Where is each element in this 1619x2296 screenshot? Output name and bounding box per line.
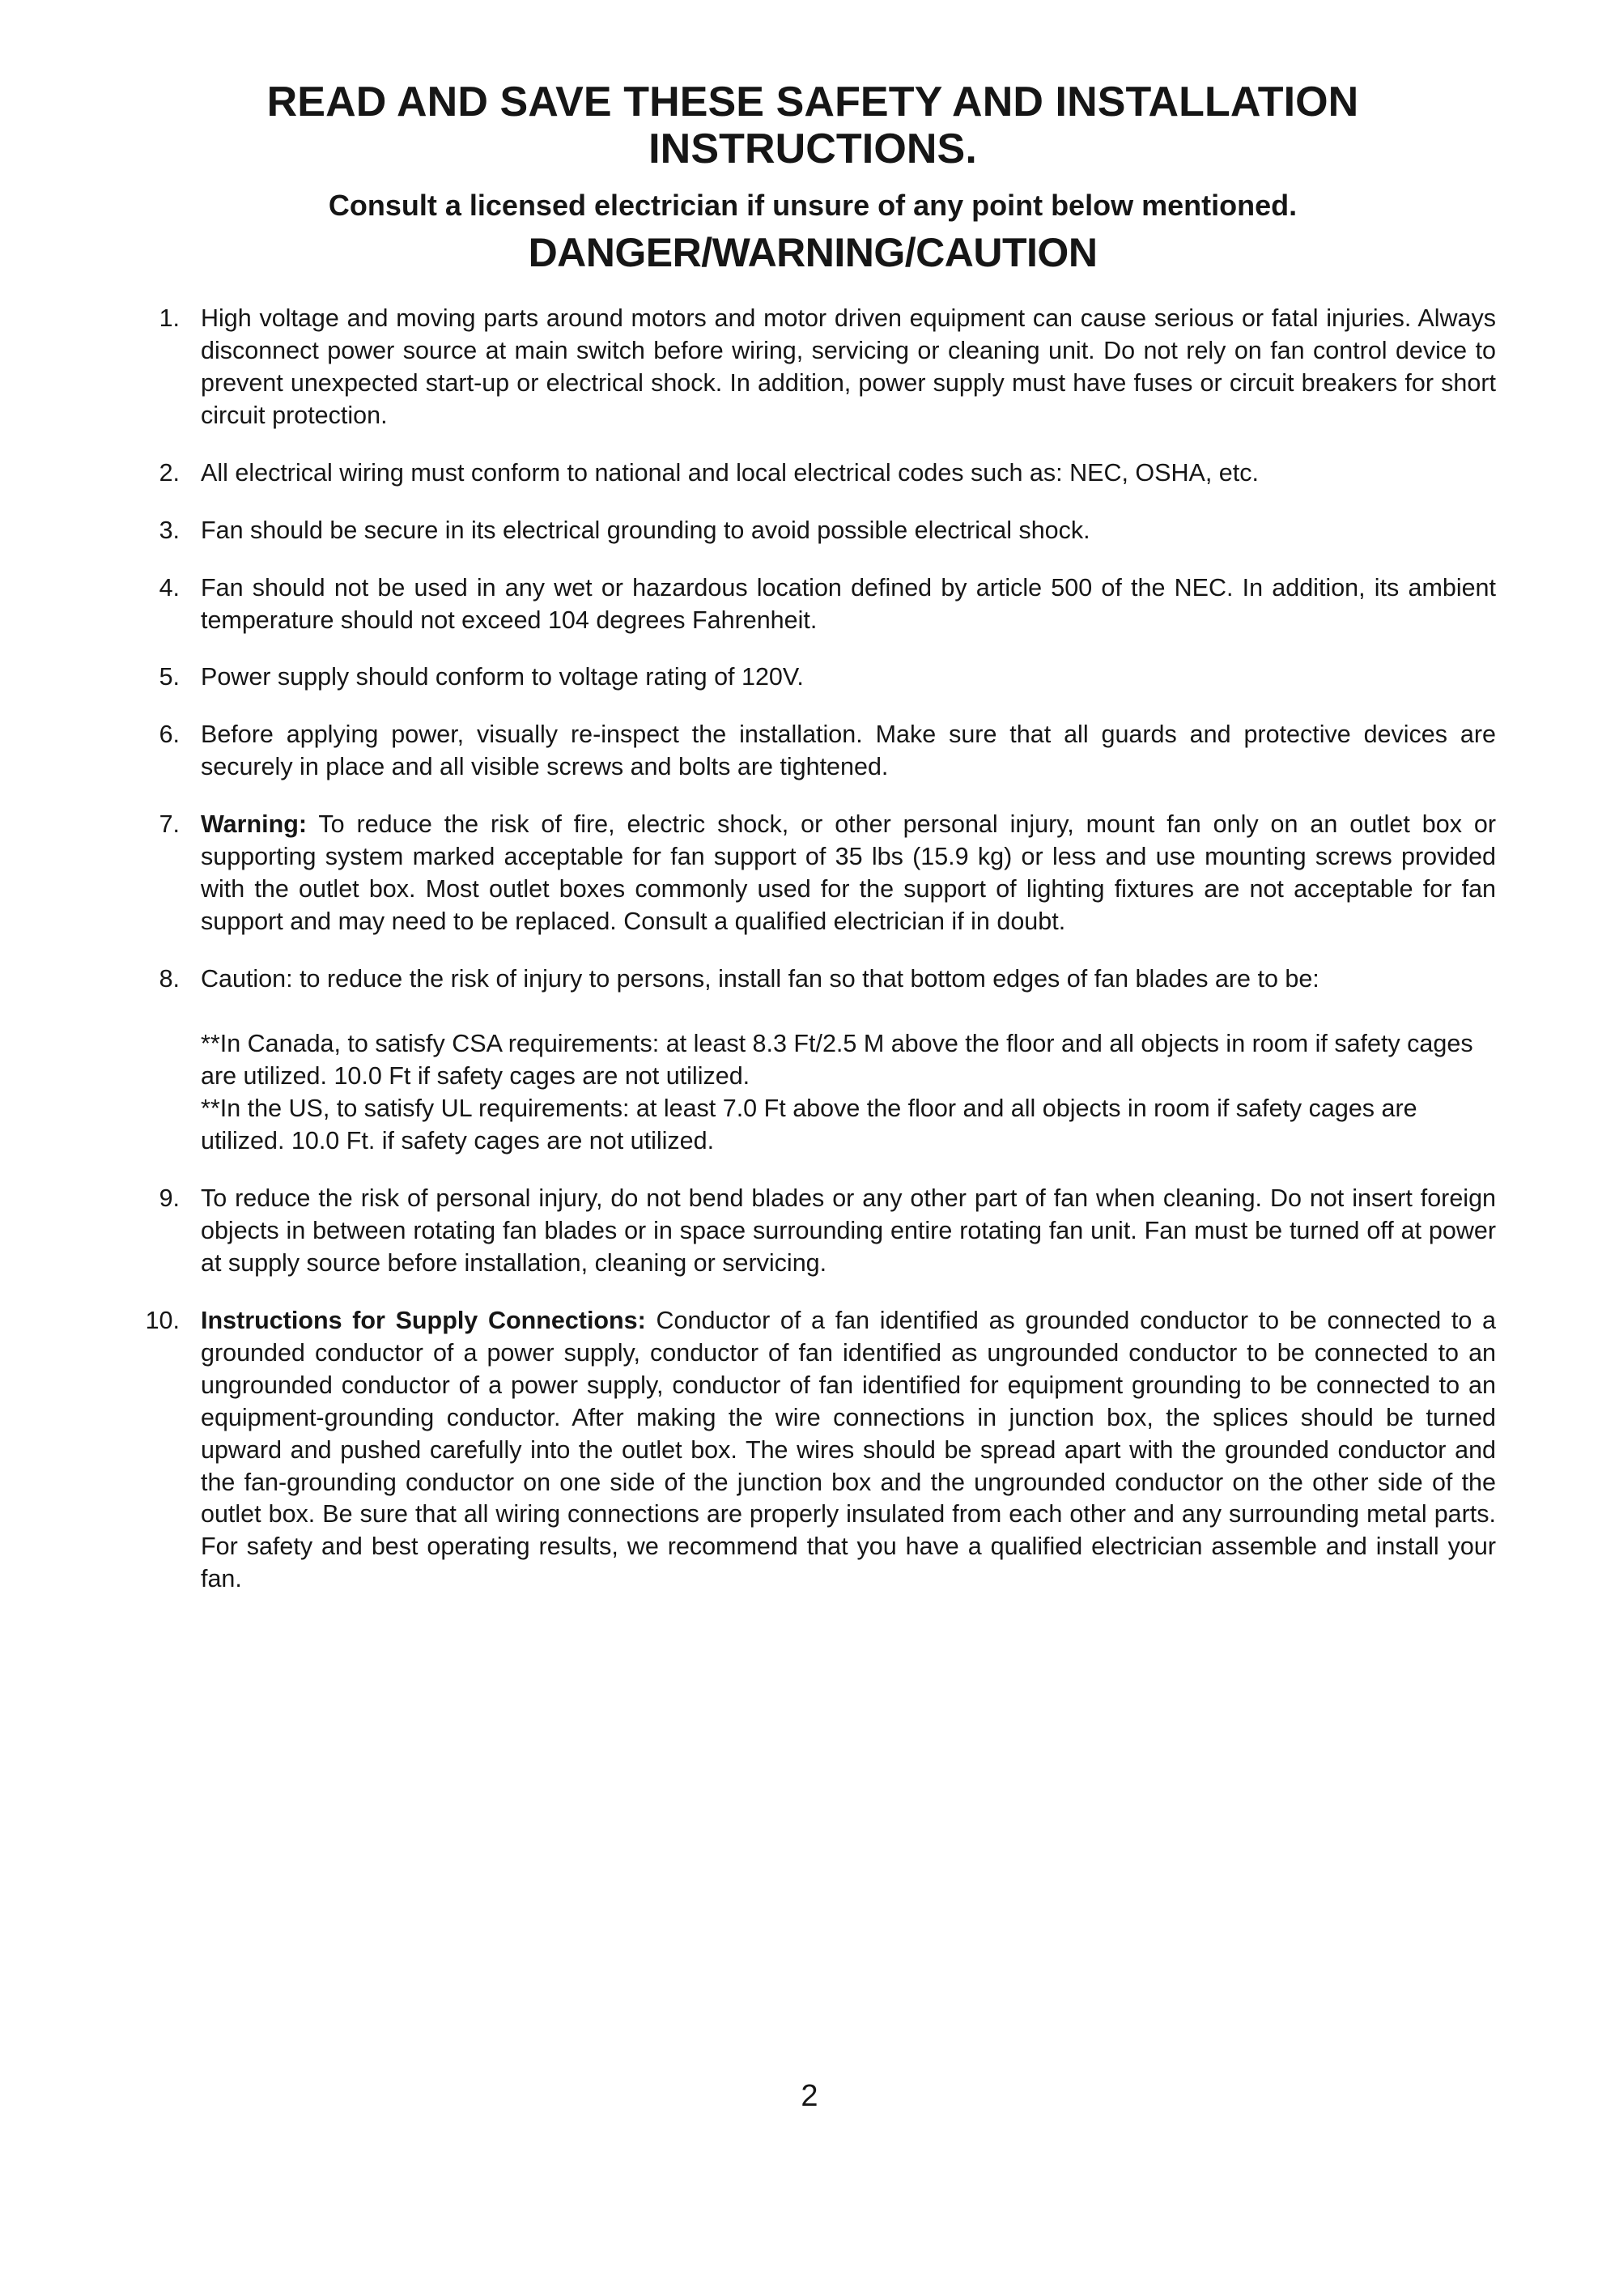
title-block <box>130 0 1496 275</box>
instruction-item <box>130 303 1496 432</box>
instruction-item <box>130 1305 1496 1597</box>
instruction-number: 10. <box>145 1306 180 1334</box>
instruction-body <box>201 719 1496 784</box>
page-number: 2 <box>801 2079 818 2113</box>
instruction-body <box>201 572 1496 637</box>
instruction-number: 6. <box>159 721 180 749</box>
instruction-item <box>130 572 1496 637</box>
instruction-number: 8. <box>159 965 180 993</box>
instruction-number: 3. <box>159 516 180 544</box>
page-title: READ AND SAVE THESE SAFETY AND INSTALLATION INSTRUCTIONS. <box>266 79 1359 172</box>
instruction-subnotes <box>201 1028 1496 1158</box>
instruction-lead: Instructions for Supply Connections: <box>201 1306 646 1334</box>
instruction-body <box>201 303 1496 432</box>
instruction-text: To reduce the risk of personal injury, do not bend blades or any other part of fan when cleaning. Do not insert foreign objects in between rotating fan blades or in space surrounding entire rotating fan unit. Fan must be turned off at power at supply source before installation, cleaning or servicing. <box>201 1184 1496 1277</box>
instruction-body <box>201 515 1496 547</box>
instruction-number: 5. <box>159 663 180 691</box>
instruction-number: 4. <box>159 573 180 602</box>
instruction-body <box>201 1305 1496 1597</box>
instruction-body <box>201 1183 1496 1280</box>
instruction-body <box>201 457 1496 490</box>
instruction-text: Before applying power, visually re-inspect the installation. Make sure that all guards and protective devices are securely in place and all visible screws and bolts are tightened. <box>201 721 1496 781</box>
instruction-number: 7. <box>159 810 180 839</box>
instruction-item <box>130 719 1496 784</box>
instruction-item <box>130 661 1496 694</box>
instruction-text: Caution: to reduce the risk of injury to persons, install fan so that bottom edges of fan blades are to be: <box>201 965 1319 993</box>
instruction-body <box>201 809 1496 938</box>
instruction-text: Fan should be secure in its electrical grounding to avoid possible electrical shock. <box>201 516 1090 544</box>
instruction-number: 1. <box>159 304 180 332</box>
instruction-number: 2. <box>159 458 180 487</box>
instruction-body <box>201 661 1496 694</box>
instruction-item <box>130 963 1496 1158</box>
instruction-text: Power supply should conform to voltage rating of 120V. <box>201 663 804 691</box>
instruction-item <box>130 515 1496 547</box>
instruction-item <box>130 809 1496 938</box>
instruction-text: To reduce the risk of fire, electric shock, or other personal injury, mount fan only on an outlet box or supporting system marked acceptable for fan support of 35 lbs (15.9 kg) or less and use mounting screws provided with the outlet box. Most outlet boxes commonly used for the support of lighting fixtures are not acceptable for fan support and may need to be replaced. Consult a qualified electrician if in doubt. <box>201 810 1496 936</box>
instruction-text: High voltage and moving parts around motors and motor driven equipment can cause serious or fatal injuries. Always disconnect power source at main switch before wiring, servicing or cleaning unit. Do not rely on fan control device to prevent unexpected start-up or electrical shock. In addition, power supply must have fuses or circuit breakers for short circuit protection. <box>201 304 1496 429</box>
instruction-subnote: **In the US, to satisfy UL requirements: at least 7.0 Ft above the floor and all objects in room if safety cages are utilized. 10.0 Ft. if safety cages are not utilized. <box>201 1094 1417 1154</box>
instruction-lead: Warning: <box>201 810 308 839</box>
instruction-list <box>130 303 1496 1597</box>
instruction-body <box>201 963 1496 996</box>
instruction-item <box>130 457 1496 490</box>
instruction-item <box>130 1183 1496 1280</box>
instruction-text: Conductor of a fan identified as grounded conductor to be connected to a grounded conductor of a power supply, conductor of fan identified as ungrounded conductor to be connected to an ungrounded conductor of a power supply, conductor of fan identified for equipment grounding to be connected to an equipment-grounding conductor. After making the wire connections in junction box, the splices should be turned upward and pushed carefully into the outlet box. The wires should be spread apart with the grounded conductor and the fan-grounding conductor on one side of the junction box and the ungrounded conductor on the other side of the outlet box. Be sure that all wiring connections are properly insulated from each other and any surrounding metal parts. For safety and best operating results, we recommend that you have a qualified electrician assemble and install your fan. <box>201 1306 1496 1593</box>
instruction-text: Fan should not be used in any wet or hazardous location defined by article 500 of the NEC. In addition, its ambient temperature should not exceed 104 degrees Fahrenheit. <box>201 573 1496 634</box>
instruction-subnote: **In Canada, to satisfy CSA requirements: at least 8.3 Ft/2.5 M above the floor and all objects in room if safety cages are utilized. 10.0 Ft if safety cages are not utilized. <box>201 1030 1473 1091</box>
instruction-text: All electrical wiring must conform to national and local electrical codes such as: NEC, OSHA, etc. <box>201 458 1259 487</box>
page-subtitle: Consult a licensed electrician if unsure of any point below mentioned. <box>328 189 1298 223</box>
danger-heading: DANGER/WARNING/CAUTION <box>528 229 1098 275</box>
instruction-number: 9. <box>159 1184 180 1212</box>
